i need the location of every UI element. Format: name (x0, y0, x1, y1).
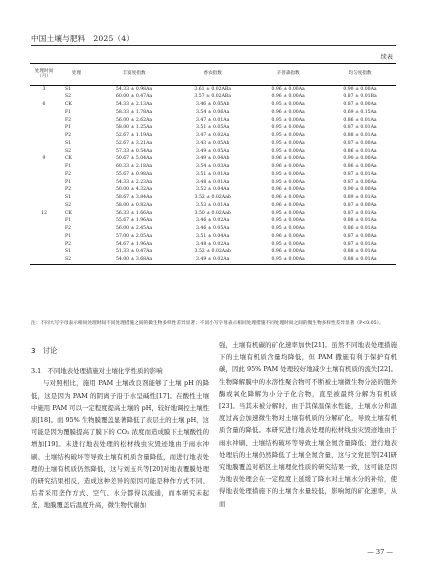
cell-month (30, 125, 58, 133)
cell-shannon: 3.48 ± 0.02Aa (196, 241, 230, 247)
table-row (30, 133, 396, 141)
cell-evenness: 0.89 ± 0.01Aa (343, 195, 377, 201)
cell-shannon: 3.61 ± 0.02ABa (194, 86, 232, 92)
cell-shannon: 3.57 ± 0.02ABa (194, 94, 232, 100)
cell-month (30, 195, 58, 203)
table-row (30, 249, 396, 257)
cell-simpson: 0.96 ± 0.00Aa (271, 109, 305, 115)
cell-treatment: P2 (65, 187, 72, 193)
cell-richness: 51.33 ± 0.47Aa (115, 249, 153, 255)
cell-simpson: 0.96 ± 0.00Aa (271, 187, 305, 193)
cell-month (30, 117, 58, 125)
cell-treatment: S2 (65, 148, 72, 154)
cell-richness: 52.67 ± 1.19Aa (115, 133, 153, 139)
cell-richness: 58.67 ± 3.84Aa (115, 195, 153, 201)
cell-month (30, 164, 58, 172)
table-row (30, 195, 396, 203)
cell-shannon: 3.47 ± 0.02Aa (196, 133, 230, 139)
cell-simpson: 0.96 ± 0.00Aa (271, 233, 305, 239)
cell-simpson: 0.96 ± 0.00Aa (271, 86, 305, 92)
cell-shannon: 3.54 ± 0.03Aa (196, 164, 230, 170)
cell-richness: 57.00 ± 2.05Aa (115, 233, 153, 239)
cell-richness: 57.33 ± 0.54Aa (115, 148, 153, 154)
cell-richness: 56.00 ± 2.45Aa (115, 226, 153, 232)
cell-evenness: 0.87 ± 0.00Aa (343, 202, 377, 208)
cell-richness: 56.00 ± 2.62Aa (115, 117, 153, 123)
table-row (30, 148, 396, 156)
cell-month: 3 (42, 86, 46, 92)
cell-simpson: 0.96 ± 0.00Aa (271, 164, 305, 170)
cell-shannon: 3.48 ± 0.01Aa (196, 179, 230, 185)
page-number: — 37 — (367, 548, 393, 556)
header-evenness: 均匀度指数 (324, 64, 396, 86)
cell-treatment: S1 (65, 195, 72, 201)
cell-richness: 58.00 ± 1.25Aa (115, 125, 153, 131)
subsection-title: 3.1 不同地表处理措施对土壤化学性质的影响 (31, 367, 163, 376)
cell-simpson: 0.96 ± 0.00Aa (271, 156, 305, 162)
cell-shannon: 3.47 ± 0.01Aa (196, 117, 230, 123)
cell-richness: 54.00 ± 3.68Aa (95, 257, 173, 265)
cell-richness: 56.33 ± 1.66Aa (115, 210, 153, 216)
cell-month: 6 (42, 102, 46, 108)
cell-treatment: P1 (65, 179, 72, 185)
cell-richness: 60.33 ± 2.18Aa (115, 164, 153, 170)
cell-treatment: S1 (65, 86, 72, 92)
cell-richness: 58.33 ± 1.78Aa (115, 109, 153, 115)
cell-evenness: 0.87 ± 0.01Aa (343, 171, 377, 177)
cell-richness: 54.33 ± 2.23Aa (115, 179, 153, 185)
cell-evenness: 0.88 ± 0.01Aa (343, 133, 377, 139)
cell-shannon: 3.46 ± 0.02Aa (196, 218, 230, 224)
cell-simpson: 0.95 ± 0.00Aa (271, 218, 305, 224)
table-row (30, 233, 396, 241)
cell-evenness: 0.86 ± 0.01Aa (343, 148, 377, 154)
cell-evenness: 0.88 ± 0.01Aa (343, 218, 377, 224)
cell-evenness: 0.69 ± 0.15Aa (343, 109, 377, 115)
cell-richness: 54.33 ± 2.13Aa (115, 102, 153, 108)
cell-evenness: 0.87 ± 0.01Aa (343, 210, 377, 216)
header-shannon: 香农指数 (173, 64, 252, 86)
cell-simpson: 0.95 ± 0.00Aa (271, 241, 305, 247)
table-header-row (30, 64, 396, 86)
cell-evenness: 0.87 ± 0.01Ba (343, 94, 377, 100)
cell-richness: 60.00 ± 0.47Aa (115, 94, 153, 100)
cell-evenness: 0.87 ± 0.01Aa (343, 241, 377, 247)
cell-month (30, 94, 58, 102)
cell-evenness: 0.90 ± 0.00Aa (343, 86, 377, 92)
cell-shannon: 3.46 ± 0.05Aa (196, 226, 230, 232)
cell-treatment: P1 (65, 125, 72, 131)
cell-shannon: 3.50 ± 0.02Aab (194, 210, 231, 216)
cell-richness: 55.67 ± 1.96Aa (115, 218, 153, 224)
table-row (30, 179, 396, 187)
cell-month (30, 218, 58, 226)
cell-shannon: 3.49 ± 0.05Aa (196, 148, 230, 154)
section-title: 3 讨论 (31, 346, 58, 355)
cell-simpson: 0.95 ± 0.00Aa (271, 117, 305, 123)
cell-treatment: S2 (65, 202, 72, 208)
cell-month (30, 148, 58, 156)
right-paragraph: 强，土壤有机碳的矿化速率加快[21]。虽然不同地表处理措施下的土壤有机质含量均降低，但 PAM 撒施有利于保护有机碳，因此 95% PAM 处理较好地减少土壤有机质的流失[22]。生物降解膜中的水溶性聚合物可不断被土壤微生物分泌的胞外酶或氧化降解为小分子化合物，直至被最终分解为有机质[23]。当其未被分解时，由于其保温保水性能，土壤水分和温度过高会加速微生物对土壤有机质的分解矿化，导致土壤有机质含量的降低。本研究进行地表处理的松材线虫灾毁迹地由于雨水冲刷、土壤结构破坏等导致土壤全氮含量降低；进行地表处理后的土壤仍然降低了土壤全氮含量，这与文党昆等[24]研究地膜覆盖对稻区土壤理化性质的研究结果一致，这可能是因为地表处理会在一定程度上延缓了降水对土壤水分的补给，使得地表处理措施下的土壤含水量较低，影响氮的矿化速率，从而 (219, 341, 397, 508)
cell-month (30, 133, 58, 141)
table-row (30, 156, 396, 164)
cell-simpson: 0.96 ± 0.00Aa (271, 202, 305, 208)
cell-evenness: 0.86 ± 0.01Aa (343, 117, 377, 123)
cell-shannon: 3.43 ± 0.05Ab (195, 140, 230, 146)
cell-simpson: 0.95 ± 0.00Aa (271, 226, 305, 232)
cell-evenness: 0.86 ± 0.01Aa (343, 226, 377, 232)
cell-treatment: P2 (65, 133, 72, 139)
cell-treatment: P2 (65, 241, 72, 247)
table-row (30, 171, 396, 179)
table-row (30, 140, 396, 148)
header-simpson: 辛普森指数 (252, 64, 324, 86)
cell-shannon: 3.51 ± 0.04Aa (196, 233, 230, 239)
cell-evenness: 0.90 ± 0.00Aa (343, 156, 377, 162)
table-row (30, 117, 396, 125)
cell-treatment: F2 (65, 117, 72, 123)
cell-simpson: 0.95 ± 0.00Aa (271, 133, 305, 139)
table-row (30, 226, 396, 234)
cell-evenness: 0.87 ± 0.01Aa (343, 125, 377, 131)
cell-month (30, 257, 58, 265)
table-row (30, 94, 396, 102)
cell-richness: 54.67 ± 1.96Aa (115, 241, 153, 247)
cell-shannon: 3.52 ± 0.02Aab (194, 249, 231, 255)
table-note: 注：不同大写字母表示相同处理时间不同处理措施之间的微生物多样性差异显著；不同小写字母表示相同处理措施不同处理时间之间的微生物多样性差异显著（P<0.05）。 (31, 321, 384, 326)
cell-month (30, 171, 58, 179)
cell-treatment: S1 (65, 249, 72, 255)
cell-richness: 50.67 ± 5.04Aa (115, 156, 153, 162)
table-row (30, 164, 396, 172)
cell-month (30, 109, 58, 117)
diversity-table (30, 63, 396, 265)
cell-month: 9 (42, 156, 46, 162)
cell-simpson: 0.96 ± 0.00Aa (271, 94, 305, 100)
cell-month (30, 202, 58, 210)
cell-simpson: 0.96 ± 0.00Aa (271, 195, 305, 201)
cell-treatment: CK (65, 210, 72, 216)
table-row (30, 187, 396, 195)
header-rule (31, 45, 396, 46)
cell-evenness: 0.86 ± 0.00Aa (343, 164, 377, 170)
header-treatment: 处理 (58, 64, 95, 86)
cell-month (30, 226, 58, 234)
cell-month (30, 140, 58, 148)
cell-simpson: 0.95 ± 0.00Aa (271, 140, 305, 146)
table-row (30, 125, 396, 133)
table-continued-label: 续表 (380, 54, 393, 61)
cell-month: 12 (41, 210, 47, 216)
cell-treatment: F2 (65, 226, 72, 232)
cell-simpson: 0.96 ± 0.00Aa (271, 249, 305, 255)
cell-shannon: 3.52 ± 0.04Aa (196, 187, 230, 193)
cell-month (30, 233, 58, 241)
cell-month (30, 179, 58, 187)
cell-treatment: F1 (65, 218, 72, 224)
cell-evenness: 0.88 ± 0.01Aa (343, 249, 377, 255)
running-header: 中国土壤与肥料 2025（4） (31, 34, 135, 43)
cell-simpson: 0.95 ± 0.00Aa (271, 210, 305, 216)
cell-richness: 52.67 ± 3.21Aa (115, 140, 153, 146)
right-column (219, 339, 397, 510)
cell-simpson: 0.95 ± 0.00Aa (271, 148, 305, 154)
cell-richness: 50.00 ± 4.32Aa (115, 187, 153, 193)
table-body (30, 86, 396, 265)
left-paragraph: 与对照相比，施用 PAM 土壤改良剂能够了土壤 pH 的降低，这是因为 PAM 的阴离子沿于水呈碱性[17]。在酸性土壤中施用 PAM 可以一定程度提高土壤的 pH，较好地调控土壤性质[18]。而 95% 生物膜覆盖显著降低了表层土的土壤 pH，这可能是因为覆膜提高了膜下的 CO₂ 浓度而造成膜下土壤酸性的增加[19]。未进行地表处理的松材线虫灾毁迹地由于雨水冲刷、土壤结构破坏等导致土壤有机质含量降低，而进行地表处理的土壤有机质仍然降低，这与刘玉兵等[20]对地表覆膜处理的研究结果相反，造成这种差异的原因可能是种作方式不同、后者采用垄作方式、空气、水分都得以流通，而本研究未起垄，地膜覆盖后温度升高，微生物代谢加 (31, 379, 209, 510)
cell-shannon: 3.46 ± 0.05Ab (195, 102, 230, 108)
cell-month (30, 249, 58, 257)
table-row (30, 218, 396, 226)
table-row (30, 241, 396, 249)
cell-treatment: CK (65, 102, 72, 108)
table-row (30, 210, 396, 218)
cell-richness: 58.00 ± 0.82Aa (115, 202, 153, 208)
cell-treatment: F1 (65, 109, 72, 115)
cell-shannon: 3.49 ± 0.02Aa (173, 257, 252, 265)
cell-shannon: 3.52 ± 0.02Aab (194, 195, 231, 201)
cell-evenness: 0.90 ± 0.00Aa (343, 187, 377, 193)
cell-treatment: F2 (65, 171, 72, 177)
cell-month (30, 187, 58, 195)
cell-richness: 55.67 ± 0.98Aa (115, 171, 153, 177)
cell-evenness: 0.88 ± 0.01Aa (324, 257, 396, 265)
cell-shannon: 3.49 ± 0.04Ab (195, 156, 230, 162)
cell-treatment: CK (65, 156, 72, 162)
cell-simpson: 0.95 ± 0.00Aa (271, 179, 305, 185)
cell-simpson: 0.95 ± 0.00Aa (271, 125, 305, 131)
table-row (30, 202, 396, 210)
header-month: 处理时间（月） (30, 64, 58, 86)
cell-evenness: 0.87 ± 0.00Aa (343, 102, 377, 108)
cell-simpson: 0.95 ± 0.00Aa (271, 171, 305, 177)
cell-treatment: S1 (65, 140, 72, 146)
header-richness: 丰富度指数 (95, 64, 173, 86)
cell-month (30, 241, 58, 249)
cell-treatment: F1 (65, 164, 72, 170)
cell-shannon: 3.53 ± 0.01Aa (196, 202, 230, 208)
table-row (30, 257, 396, 265)
cell-shannon: 3.51 ± 0.01Aa (196, 171, 230, 177)
cell-evenness: 0.87 ± 0.00Aa (343, 140, 377, 146)
cell-treatment: P1 (65, 233, 72, 239)
table-row (30, 109, 396, 117)
cell-shannon: 3.51 ± 0.05Aa (196, 125, 230, 131)
cell-treatment: S2 (58, 257, 95, 265)
cell-richness: 54.33 ± 0.98Aa (115, 86, 153, 92)
cell-treatment: S2 (65, 94, 72, 100)
cell-evenness: 0.87 ± 0.00Aa (343, 233, 377, 239)
cell-evenness: 0.87 ± 0.00Aa (343, 179, 377, 185)
left-column (31, 339, 209, 512)
table-row (30, 102, 396, 110)
cell-simpson: 0.95 ± 0.00Aa (271, 102, 305, 108)
table-row (30, 86, 396, 94)
cell-simpson: 0.95 ± 0.00Aa (252, 257, 324, 265)
cell-shannon: 3.54 ± 0.06Aa (196, 109, 230, 115)
